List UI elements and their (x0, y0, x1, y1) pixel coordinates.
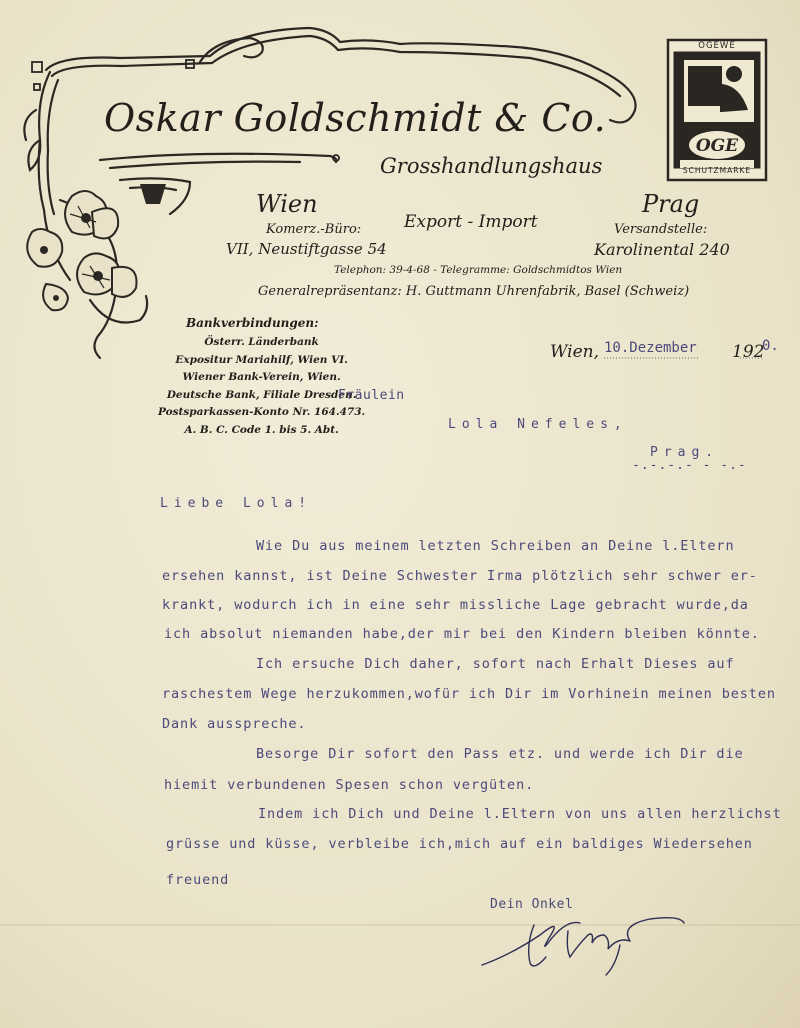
bank-line: A. B. C. Code 1. bis 5. Abt. (184, 423, 339, 436)
contact-line: Telephon: 39-4-68 - Telegramme: Goldschmidtos Wien (334, 264, 623, 276)
export-import: Export - Import (404, 212, 538, 232)
letter-line: Indem ich Dich und Deine l.Eltern von uns allen herzlichst (258, 806, 782, 822)
recipient-underline: -.-.-.- - -.- (632, 458, 747, 473)
bank-line: Expositur Mariahilf, Wien VI. (175, 353, 348, 366)
letter-line: Dank ausspreche. (162, 716, 307, 732)
date-day-month: 10.Dezember (604, 340, 697, 356)
vienna-office-label: Komerz.-Büro: (266, 222, 362, 237)
trademark-top-text: OGEWE (698, 41, 736, 51)
svg-text:OGE: OGE (695, 136, 739, 156)
handwritten-signature (470, 905, 690, 985)
recipient-salutation: Fräulein (338, 388, 405, 403)
letter-line: raschestem Wege herzukommen,wofür ich Dir im Vorhinein meinen besten (162, 686, 776, 702)
trademark-emblem (668, 40, 766, 180)
letter-line: ersehen kannst, ist Deine Schwester Irma plötzlich sehr schwer er- (162, 568, 758, 584)
letter-line: hiemit verbundenen Spesen schon vergüten. (164, 777, 535, 793)
letter-line: Wie Du aus meinem letzten Schreiben an Deine l.Eltern (256, 538, 735, 554)
letter-line: grüsse und küsse, verbleibe ich,mich auf ein baldiges Wiedersehen (166, 836, 753, 852)
letter-line: Ich ersuche Dich daher, sofort nach Erhalt Dieses auf (256, 656, 735, 672)
prague-address: Karolinental 240 (594, 240, 730, 259)
bank-line: Deutsche Bank, Filiale Dresden. (166, 388, 357, 401)
letter-greeting: Liebe Lola! (160, 496, 313, 511)
vienna-address: VII, Neustiftgasse 54 (226, 240, 387, 258)
bank-line: Postsparkassen-Konto Nr. 164.473. (158, 406, 366, 418)
vienna-city: Wien (256, 190, 318, 218)
letter-line: Besorge Dir sofort den Pass etz. und werde ich Dir die (256, 746, 744, 762)
date-year-prefix: 192 (732, 342, 765, 362)
bank-line: Wiener Bank-Verein, Wien. (182, 371, 341, 383)
date-place: Wien, (550, 342, 600, 362)
letter-line: ich absolut niemanden habe,der mir bei den Kindern bleiben könnte. (164, 626, 760, 642)
company-subtitle: Grosshandlungshaus (380, 154, 603, 178)
letter-line: krankt, wodurch ich in eine sehr missliche Lage gebracht wurde,da (162, 597, 749, 613)
recipient-city: Prag. (650, 445, 720, 460)
prague-office-label: Versandstelle: (614, 222, 708, 237)
letter-line: freuend (166, 872, 230, 888)
trademark-bottom-text: SCHUTZMARKE (682, 166, 752, 175)
bank-heading: Bankverbindungen: (186, 316, 319, 330)
prague-city: Prag (642, 190, 700, 218)
date-year-digit: 0. (762, 338, 779, 354)
recipient-name: Lola Nefeles, (448, 417, 628, 432)
company-name: Oskar Goldschmidt & Co. (104, 96, 607, 140)
bank-line: Österr. Länderbank (204, 336, 319, 348)
bank-list (158, 334, 365, 439)
representative-line: Generalrepräsentanz: H. Guttmann Uhrenfabrik, Basel (Schweiz) (258, 284, 690, 299)
letter-closing: Dein Onkel (490, 897, 574, 912)
